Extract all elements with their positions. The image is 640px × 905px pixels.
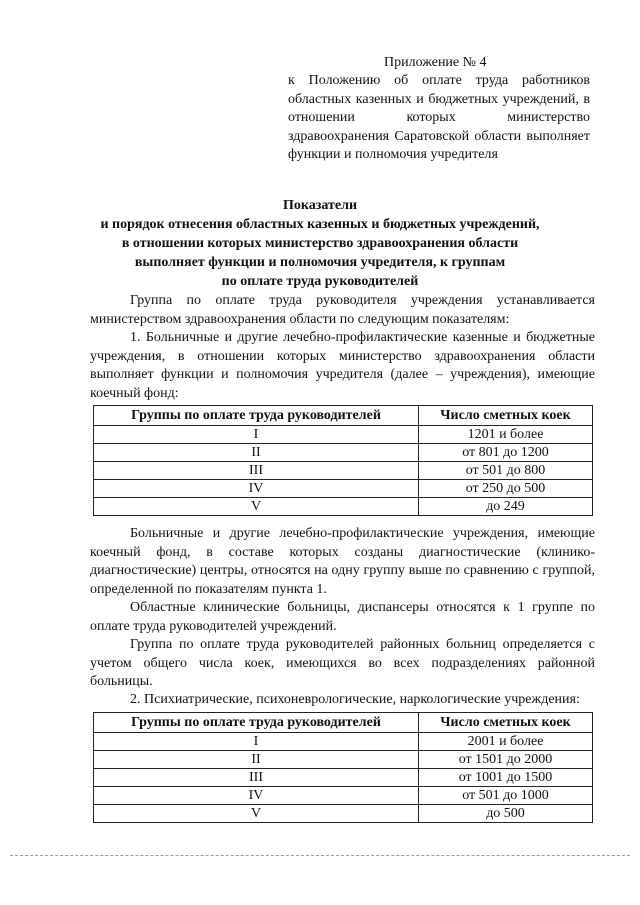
table-group-1	[93, 405, 593, 516]
paragraph-1: 1. Больничные и другие лечебно-профилактические казенные и бюджетные учреждения, в отношении которых министерство здравоохранения области выполняет функции и полномочия учредителя (далее – учреждения), имеющие коечный фонд:	[90, 330, 595, 401]
beds-cell: от 501 до 1000	[419, 787, 593, 805]
group-cell: II	[94, 751, 419, 769]
table-group-2	[93, 712, 593, 823]
table-row	[94, 787, 593, 805]
table-row	[94, 769, 593, 787]
beds-cell: от 801 до 1200	[419, 444, 593, 462]
table-header-beds: Число сметных коек	[419, 713, 593, 733]
table-header-groups: Группы по оплате труда руководителей	[94, 406, 419, 426]
table-header-beds: Число сметных коек	[419, 406, 593, 426]
table-row	[94, 444, 593, 462]
table-row	[94, 480, 593, 498]
beds-cell: от 250 до 500	[419, 480, 593, 498]
page-divider	[10, 855, 630, 856]
group-cell: I	[94, 426, 419, 444]
table-row	[94, 462, 593, 480]
heading-line: Показатели	[282, 198, 358, 213]
group-cell: III	[94, 462, 419, 480]
group-cell: IV	[94, 787, 419, 805]
table-row	[94, 733, 593, 751]
appendix-title: Приложение № 4	[384, 55, 487, 70]
group-cell: III	[94, 769, 419, 787]
appendix-reference: к Положению об оплате труда работников областных казенных и бюджетных учреждений, в отношении которых министерство здравоохранения Саратовской области выполняет функции и полномочия учредителя	[288, 73, 590, 162]
table-header-groups: Группы по оплате труда руководителей	[94, 713, 419, 733]
group-cell: IV	[94, 480, 419, 498]
table-row	[94, 498, 593, 516]
group-cell: V	[94, 805, 419, 823]
beds-cell: до 500	[419, 805, 593, 823]
beds-cell: от 1501 до 2000	[419, 751, 593, 769]
group-cell: II	[94, 444, 419, 462]
paragraph-5: 2. Психиатрические, психоневрологические, наркологические учреждения:	[130, 692, 580, 707]
group-cell: V	[94, 498, 419, 516]
table-row	[94, 426, 593, 444]
table-header-row	[94, 713, 593, 733]
paragraph-3: Областные клинические больницы, диспансеры относятся к 1 группе по оплате труда руководителей учреждений.	[90, 600, 595, 634]
heading-line: по оплате труда руководителей	[221, 274, 419, 289]
beds-cell: от 501 до 800	[419, 462, 593, 480]
beds-cell: до 249	[419, 498, 593, 516]
group-cell: I	[94, 733, 419, 751]
table-row	[94, 751, 593, 769]
paragraph-2: Больничные и другие лечебно-профилактические учреждения, имеющие коечный фонд, в составе которых созданы диагностические (клинико-диагностические) центры, относятся на одну группу выше по сравнению с группой, определенной по показателям пункта 1.	[90, 526, 595, 597]
heading-line: выполняет функции и полномочия учредителя, к группам	[134, 255, 506, 270]
paragraph-4: Группа по оплате труда руководителей районных больниц определяется с учетом общего числа коек, имеющихся во всех подразделениях районной больницы.	[90, 637, 595, 689]
beds-cell: от 1001 до 1500	[419, 769, 593, 787]
heading-line: и порядок отнесения областных казенных и бюджетных учреждений,	[100, 217, 540, 232]
beds-cell: 1201 и более	[419, 426, 593, 444]
table-header-row	[94, 406, 593, 426]
document-heading	[70, 196, 570, 291]
intro-paragraph: Группа по оплате труда руководителя учреждения устанавливается министерством здравоохранения области по следующим показателям:	[90, 293, 595, 327]
heading-line: в отношении которых министерство здравоохранения области	[121, 236, 519, 251]
beds-cell: 2001 и более	[419, 733, 593, 751]
table-row	[94, 805, 593, 823]
